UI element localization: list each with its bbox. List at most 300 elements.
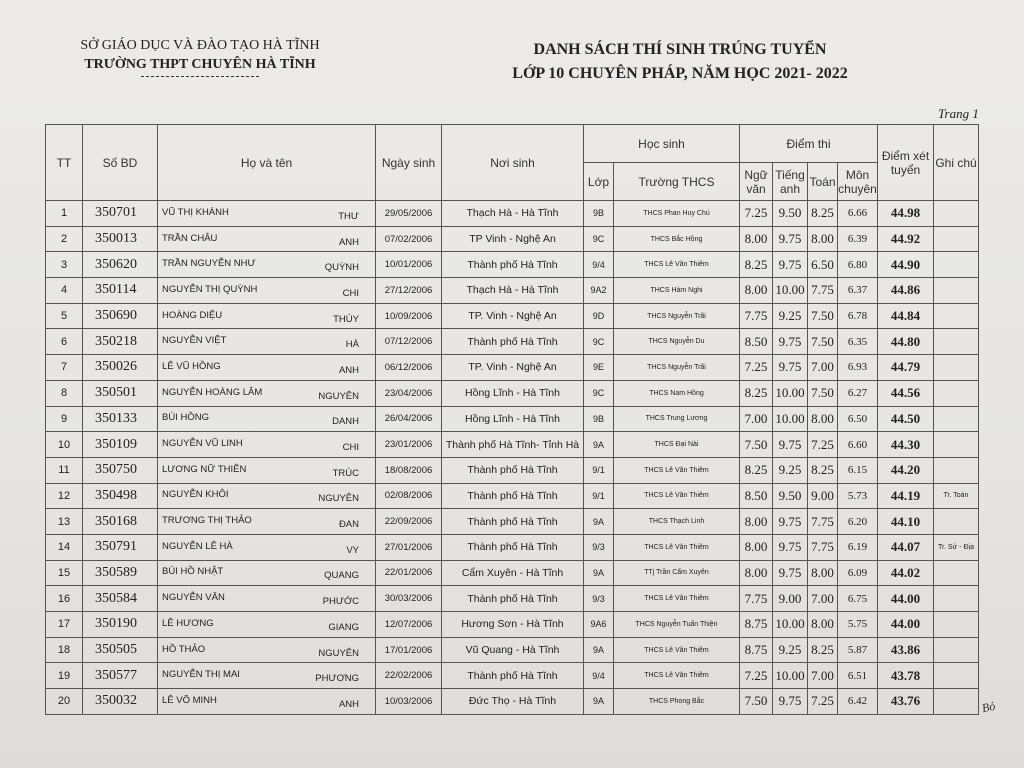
row-diem-xet: 44.07 [878,534,934,560]
row-toan: 8.00 [808,406,838,432]
title-line-1: DANH SÁCH THÍ SINH TRÚNG TUYỂN [533,41,827,58]
row-tieng-anh: 9.75 [773,252,808,278]
row-mon-chuyen: 6.09 [838,560,878,586]
row-toan: 7.25 [808,432,838,458]
row-full-name [158,432,376,458]
row-dob: 29/05/2006 [376,201,442,227]
row-sbd: 350168 [83,509,158,535]
row-place: Thành phố Hà Tĩnh [442,483,584,509]
row-tt: 14 [46,534,83,560]
row-full-name [158,586,376,612]
row-full-name [158,509,376,535]
table-row [46,303,979,329]
row-tieng-anh: 10.00 [773,612,808,638]
row-lop: 9E [584,355,614,381]
row-place: Hồng Lĩnh - Hà Tĩnh [442,380,584,406]
row-lop: 9A [584,689,614,715]
row-diem-xet: 44.19 [878,483,934,509]
row-lop: 9D [584,303,614,329]
row-ghi-chu: Tr. Sử - Địa [934,534,979,560]
row-full-name [158,689,376,715]
row-school: THCS Trung Lương [614,406,740,432]
row-sbd: 350218 [83,329,158,355]
department-name: SỞ GIÁO DỤC VÀ ĐÀO TẠO HÀ TĨNH [80,38,320,53]
row-place: Thành phố Hà Tĩnh- Tỉnh Hà [442,432,584,458]
row-diem-xet: 44.86 [878,278,934,304]
row-given-name: VY [346,544,359,556]
row-tieng-anh: 9.25 [773,303,808,329]
row-school: THCS Thạch Linh [614,509,740,535]
row-ghi-chu: Tr. Toán [934,483,979,509]
row-diem-xet: 44.92 [878,226,934,252]
table-row [46,406,979,432]
row-tieng-anh: 9.75 [773,355,808,381]
row-mon-chuyen: 6.35 [838,329,878,355]
row-tt: 12 [46,483,83,509]
row-lop: 9C [584,329,614,355]
row-lop: 9/4 [584,252,614,278]
row-tt: 2 [46,226,83,252]
row-school: THCS Nguyễn Tuấn Thiện [614,612,740,638]
row-tt: 7 [46,355,83,381]
row-lop: 9/4 [584,663,614,689]
row-ghi-chu [934,432,979,458]
row-diem-xet: 44.90 [878,252,934,278]
row-sbd: 350584 [83,586,158,612]
row-tieng-anh: 9.25 [773,637,808,663]
row-toan: 7.50 [808,329,838,355]
row-family-name: TRẦN CHÂU [162,232,218,244]
row-dob: 22/02/2006 [376,663,442,689]
row-school: THCS Đại Nài [614,432,740,458]
row-ngu-van: 8.00 [740,226,773,252]
row-ngu-van: 8.50 [740,483,773,509]
row-ngu-van: 7.25 [740,355,773,381]
row-family-name: TRƯƠNG THỊ THẢO [162,515,252,527]
row-place: Thạch Hà - Hà Tĩnh [442,278,584,304]
row-place: Thành phố Hà Tĩnh [442,329,584,355]
row-lop: 9B [584,201,614,227]
row-sbd: 350133 [83,406,158,432]
row-school: THCS Nguyễn Trãi [614,355,740,381]
row-sbd: 350013 [83,226,158,252]
table-row [46,509,979,535]
row-ghi-chu [934,689,979,715]
row-lop: 9A2 [584,278,614,304]
row-lop: 9B [584,406,614,432]
row-mon-chuyen: 6.37 [838,278,878,304]
document-title [470,38,890,86]
row-tieng-anh: 10.00 [773,406,808,432]
row-diem-xet: 44.50 [878,406,934,432]
table-row [46,201,979,227]
row-dob: 23/01/2006 [376,432,442,458]
row-tieng-anh: 9.50 [773,483,808,509]
row-mon-chuyen: 5.87 [838,637,878,663]
table-row [46,689,979,715]
row-ghi-chu [934,406,979,432]
header-school: Trường THCS [614,163,740,201]
row-sbd: 350620 [83,252,158,278]
row-ngu-van: 8.25 [740,380,773,406]
row-diem-xet: 44.30 [878,432,934,458]
row-full-name [158,201,376,227]
row-place: Hương Sơn - Hà Tĩnh [442,612,584,638]
header-place: Nơi sinh [442,125,584,201]
row-toan: 7.75 [808,509,838,535]
row-tt: 3 [46,252,83,278]
row-given-name: HÀ [345,339,359,351]
row-given-name: TRÚC [332,467,359,479]
row-lop: 9/1 [584,483,614,509]
row-family-name: NGUYỄN THỊ MAI [162,669,240,681]
row-tieng-anh: 9.75 [773,509,808,535]
table-row [46,355,979,381]
row-sbd: 350190 [83,612,158,638]
row-toan: 8.00 [808,226,838,252]
row-lop: 9A [584,637,614,663]
table-row [46,432,979,458]
row-tieng-anh: 9.75 [773,534,808,560]
row-place: TP Vinh - Nghệ An [442,226,584,252]
row-sbd: 350791 [83,534,158,560]
page-number: Trang 1 [938,106,979,121]
row-given-name: CHI [342,287,359,299]
row-given-name: THÚY [333,313,359,325]
row-full-name [158,226,376,252]
row-given-name: ANH [338,698,359,710]
row-tt: 16 [46,586,83,612]
row-dob: 22/01/2006 [376,560,442,586]
row-tt: 6 [46,329,83,355]
row-tieng-anh: 9.25 [773,457,808,483]
row-ngu-van: 7.75 [740,303,773,329]
row-family-name: LƯƠNG NỮ THIÊN [162,463,247,475]
row-tieng-anh: 9.00 [773,586,808,612]
row-place: Thành phố Hà Tĩnh [442,534,584,560]
row-tieng-anh: 10.00 [773,278,808,304]
row-ngu-van: 8.75 [740,612,773,638]
row-school: THCS Lê Văn Thiêm [614,483,740,509]
row-toan: 6.50 [808,252,838,278]
row-place: Thành phố Hà Tĩnh [442,252,584,278]
row-sbd: 350109 [83,432,158,458]
row-tt: 17 [46,612,83,638]
row-toan: 8.25 [808,637,838,663]
row-ngu-van: 8.25 [740,457,773,483]
row-diem-xet: 44.20 [878,457,934,483]
header-mon-chuyen: Môn chuyên [838,163,878,201]
row-tieng-anh: 9.75 [773,432,808,458]
row-given-name: PHƯƠNG [315,673,359,685]
row-school: THCS Phan Huy Chú [614,201,740,227]
row-toan: 7.25 [808,689,838,715]
row-ghi-chu [934,586,979,612]
row-diem-xet: 44.98 [878,201,934,227]
row-dob: 07/12/2006 [376,329,442,355]
table-row [46,278,979,304]
row-tt: 4 [46,278,83,304]
row-family-name: NGUYỄN THỊ QUỲNH [162,283,258,295]
row-sbd: 350750 [83,457,158,483]
row-school: THCS Nguyễn Trãi [614,303,740,329]
table-row [46,560,979,586]
row-ngu-van: 7.25 [740,201,773,227]
row-ngu-van: 8.75 [740,637,773,663]
row-family-name: LÊ HƯƠNG [162,617,214,629]
row-full-name [158,380,376,406]
row-tt: 10 [46,432,83,458]
row-family-name: BÙI HỒ NHẬT [162,566,224,578]
row-mon-chuyen: 6.50 [838,406,878,432]
table-row [46,534,979,560]
table-row [46,637,979,663]
table-row [46,226,979,252]
row-diem-xet: 44.00 [878,612,934,638]
row-given-name: NGUYÊN [318,493,359,505]
row-ghi-chu [934,637,979,663]
header-toan: Toán [808,163,838,201]
row-place: Thành phố Hà Tĩnh [442,457,584,483]
row-tieng-anh: 10.00 [773,380,808,406]
row-tt: 19 [46,663,83,689]
row-given-name: NGUYÊN [318,390,359,402]
row-sbd: 350701 [83,201,158,227]
row-tieng-anh: 9.75 [773,329,808,355]
row-tt: 9 [46,406,83,432]
row-family-name: NGUYỄN VŨ LINH [162,438,243,450]
row-place: Cẩm Xuyên - Hà Tĩnh [442,560,584,586]
row-ngu-van: 8.00 [740,560,773,586]
row-ghi-chu [934,329,979,355]
row-diem-xet: 44.10 [878,509,934,535]
row-school: THCS Nam Hồng [614,380,740,406]
row-full-name [158,637,376,663]
row-tt: 11 [46,457,83,483]
row-tt: 1 [46,201,83,227]
row-family-name: LÊ VŨ HỒNG [162,360,221,372]
admission-table [45,124,979,715]
row-school: THCS Lê Văn Thiêm [614,457,740,483]
header-ngu-van: Ngữ văn [740,163,773,201]
row-ngu-van: 7.50 [740,689,773,715]
row-sbd: 350577 [83,663,158,689]
table-row [46,252,979,278]
table-row [46,457,979,483]
row-dob: 17/01/2006 [376,637,442,663]
row-family-name: TRẦN NGUYỄN NHƯ [162,258,256,270]
row-ngu-van: 8.00 [740,278,773,304]
row-school: THCS Lê Văn Thiêm [614,637,740,663]
row-lop: 9A [584,560,614,586]
row-full-name [158,278,376,304]
row-diem-xet: 44.84 [878,303,934,329]
row-place: Thành phố Hà Tĩnh [442,509,584,535]
row-tt: 8 [46,380,83,406]
row-diem-xet: 44.00 [878,586,934,612]
row-diem-xet: 43.78 [878,663,934,689]
row-tt: 15 [46,560,83,586]
row-dob: 10/01/2006 [376,252,442,278]
table-row [46,380,979,406]
row-ngu-van: 8.00 [740,534,773,560]
title-line-2: LỚP 10 CHUYÊN PHÁP, NĂM HỌC 2021- 2022 [512,65,848,82]
row-mon-chuyen: 6.15 [838,457,878,483]
header-lop: Lớp [584,163,614,201]
row-tt: 13 [46,509,83,535]
row-given-name: QUỲNH [324,262,359,274]
row-sbd: 350498 [83,483,158,509]
row-mon-chuyen: 6.93 [838,355,878,381]
header-sbd: Số BD [83,125,158,201]
row-full-name [158,560,376,586]
row-family-name: NGUYỄN VIỆT [162,335,227,347]
row-lop: 9/3 [584,534,614,560]
row-place: Đức Thọ - Hà Tĩnh [442,689,584,715]
row-tt: 20 [46,689,83,715]
row-tieng-anh: 10.00 [773,663,808,689]
row-tieng-anh: 9.75 [773,689,808,715]
row-school: THCS Lê Văn Thiêm [614,586,740,612]
row-ghi-chu [934,380,979,406]
school-name: TRƯỜNG THPT CHUYÊN HÀ TĨNH [84,57,316,72]
row-tieng-anh: 9.75 [773,560,808,586]
row-ghi-chu [934,355,979,381]
row-dob: 22/09/2006 [376,509,442,535]
row-lop: 9C [584,380,614,406]
row-school: THCS Bắc Hồng [614,226,740,252]
row-family-name: NGUYỄN KHÔI [162,489,229,501]
row-mon-chuyen: 6.42 [838,689,878,715]
row-ngu-van: 7.00 [740,406,773,432]
row-ghi-chu [934,303,979,329]
row-mon-chuyen: 6.66 [838,201,878,227]
row-lop: 9A [584,432,614,458]
row-lop: 9/3 [584,586,614,612]
header-tieng-anh: Tiếng anh [773,163,808,201]
row-dob: 30/03/2006 [376,586,442,612]
row-place: Thạch Hà - Hà Tĩnh [442,201,584,227]
row-tieng-anh: 9.75 [773,226,808,252]
row-family-name: HOÀNG DIỆU [162,309,223,321]
row-given-name: CHI [342,442,359,454]
row-given-name: PHƯỚC [322,596,359,608]
row-sbd: 350026 [83,355,158,381]
row-given-name: NGUYÊN [318,647,359,659]
row-school: THCS Hàm Nghi [614,278,740,304]
table-row [46,329,979,355]
row-dob: 23/04/2006 [376,380,442,406]
row-place: Vũ Quang - Hà Tĩnh [442,637,584,663]
row-place: Thành phố Hà Tĩnh [442,663,584,689]
header-dob: Ngày sinh [376,125,442,201]
row-mon-chuyen: 6.27 [838,380,878,406]
row-toan: 7.00 [808,586,838,612]
issuer-header [40,36,360,77]
row-ghi-chu [934,278,979,304]
row-school: THCS Phong Bắc [614,689,740,715]
row-dob: 02/08/2006 [376,483,442,509]
row-mon-chuyen: 6.80 [838,252,878,278]
header-tt: TT [46,125,83,201]
row-mon-chuyen: 6.78 [838,303,878,329]
row-school: THCS Lê Văn Thiêm [614,663,740,689]
row-ghi-chu [934,612,979,638]
row-place: Thành phố Hà Tĩnh [442,586,584,612]
row-ghi-chu [934,201,979,227]
row-full-name [158,534,376,560]
row-ngu-van: 7.75 [740,586,773,612]
row-ngu-van: 7.25 [740,663,773,689]
row-ghi-chu [934,252,979,278]
header-diem-xet: Điểm xét tuyển [878,125,934,201]
table-row [46,586,979,612]
handwritten-mark: Bỏ [980,698,997,716]
row-toan: 8.25 [808,201,838,227]
row-given-name: ĐAN [338,519,359,531]
row-sbd: 350032 [83,689,158,715]
row-sbd: 350114 [83,278,158,304]
row-toan: 8.00 [808,612,838,638]
row-mon-chuyen: 6.60 [838,432,878,458]
row-mon-chuyen: 6.20 [838,509,878,535]
row-ghi-chu [934,663,979,689]
row-diem-xet: 44.56 [878,380,934,406]
row-lop: 9A [584,509,614,535]
row-lop: 9/1 [584,457,614,483]
row-school: THCS Lê Văn Thiêm [614,534,740,560]
row-ghi-chu [934,509,979,535]
row-dob: 10/03/2006 [376,689,442,715]
header-ghi-chu: Ghi chú [934,125,979,201]
row-given-name: DANH [332,416,359,428]
row-family-name: LÊ VÕ MINH [162,694,217,706]
row-toan: 7.75 [808,534,838,560]
row-ngu-van: 7.50 [740,432,773,458]
row-given-name: THƯ [338,210,359,222]
row-toan: 8.00 [808,560,838,586]
row-place: TP. Vinh - Nghệ An [442,355,584,381]
row-full-name [158,457,376,483]
row-family-name: NGUYỄN LÊ HÀ [162,540,233,552]
row-given-name: ANH [338,364,359,376]
row-ngu-van: 8.00 [740,509,773,535]
row-full-name [158,329,376,355]
row-tieng-anh: 9.50 [773,201,808,227]
row-ghi-chu [934,226,979,252]
row-toan: 7.75 [808,278,838,304]
row-lop: 9C [584,226,614,252]
row-toan: 7.00 [808,355,838,381]
row-full-name [158,355,376,381]
row-toan: 7.00 [808,663,838,689]
row-mon-chuyen: 6.39 [838,226,878,252]
row-dob: 27/01/2006 [376,534,442,560]
row-mon-chuyen: 6.75 [838,586,878,612]
row-dob: 06/12/2006 [376,355,442,381]
row-sbd: 350505 [83,637,158,663]
row-school: THCS Lê Văn Thiêm [614,252,740,278]
row-family-name: NGUYỄN VĂN [162,592,225,604]
row-ngu-van: 8.25 [740,252,773,278]
table-body [46,201,979,715]
row-sbd: 350501 [83,380,158,406]
row-mon-chuyen: 6.51 [838,663,878,689]
table-row [46,663,979,689]
row-toan: 8.25 [808,457,838,483]
row-family-name: BÙI HỒNG [162,412,209,424]
row-school: TTj Trần Cẩm Xuyên [614,560,740,586]
